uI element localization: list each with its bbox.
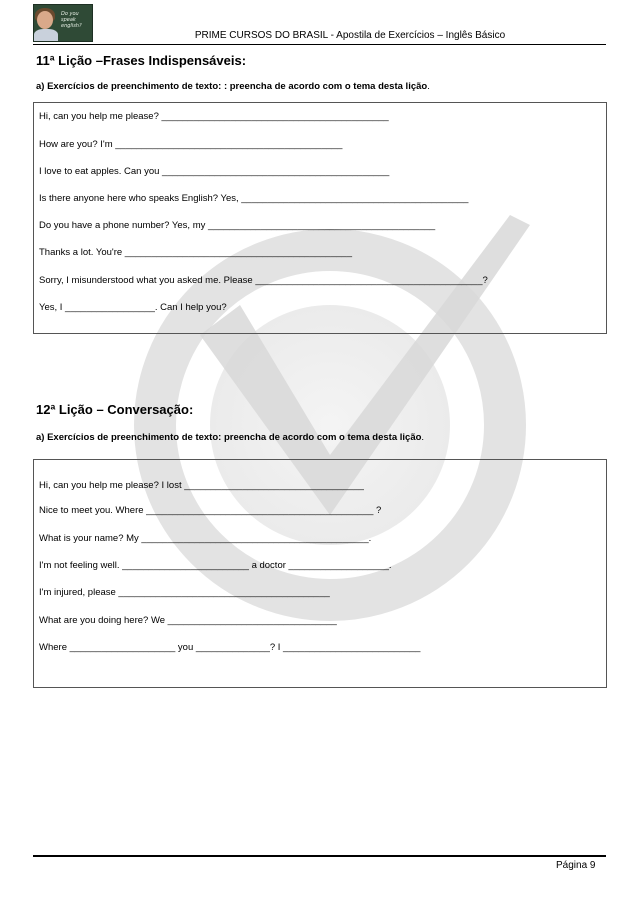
footer-divider	[33, 855, 606, 857]
exercise-line: Is there anyone here who speaks English? Yes, ___________________________________________	[39, 193, 469, 204]
exercise-line: Where ____________________ you ______________? I __________________________	[39, 642, 421, 653]
exercise-line: Do you have a phone number? Yes, my ___________________________________________	[39, 220, 436, 231]
exercise-line: Sorry, I misunderstood what you asked me. Please ___________________________________________?	[39, 275, 488, 286]
exercise-line: Yes, I _________________. Can I help you?	[39, 302, 227, 313]
exercise-line: What is your name? My ___________________________________________.	[39, 533, 372, 544]
lesson-11-instruction-end: .	[427, 81, 430, 92]
exercise-line: I'm injured, please ________________________________________	[39, 587, 330, 598]
exercise-line: Hi, can you help me please? ___________________________________________	[39, 111, 389, 122]
lesson-12-title: 12ª Lição – Conversação:	[36, 402, 194, 417]
exercise-line: How are you? I'm ___________________________________________	[39, 139, 343, 150]
exercise-line: I'm not feeling well. ________________________ a doctor ___________________.	[39, 560, 392, 571]
logo-chalkboard-text: Do you speak english?	[61, 11, 82, 29]
header-divider	[33, 44, 606, 45]
lesson-12-exercise-box	[33, 459, 607, 688]
lesson-11-instruction	[36, 81, 430, 92]
lesson-12-instruction-end: .	[421, 432, 425, 443]
lesson-11-instruction-text: a) Exercícios de preenchimento de texto: : preencha de acordo com o tema desta lição	[36, 81, 428, 92]
lesson-12-instruction-text: a) Exercícios de preenchimento de texto: preencha de acordo com o tema desta lição	[36, 432, 422, 443]
logo-person-shirt	[34, 29, 58, 42]
logo-person-face	[37, 11, 53, 29]
exercise-line: What are you doing here? We ________________________________	[39, 615, 337, 626]
exercise-line: Thanks a lot. You're ___________________________________________	[39, 247, 352, 258]
header-logo-image	[33, 4, 93, 42]
header-title: PRIME CURSOS DO BRASIL - Apostila de Exercícios – Inglês Básico	[194, 30, 506, 41]
lesson-11-exercise-box	[33, 102, 607, 334]
page-number: Página 9	[556, 860, 596, 871]
exercise-line: Nice to meet you. Where ___________________________________________ ?	[39, 505, 382, 516]
lesson-11-title: 11ª Lição –Frases Indispensáveis:	[36, 53, 247, 68]
lesson-12-instruction	[36, 432, 424, 443]
exercise-line: I love to eat apples. Can you ___________________________________________	[39, 166, 390, 177]
exercise-line: Hi, can you help me please? I lost __________________________________	[39, 480, 364, 491]
